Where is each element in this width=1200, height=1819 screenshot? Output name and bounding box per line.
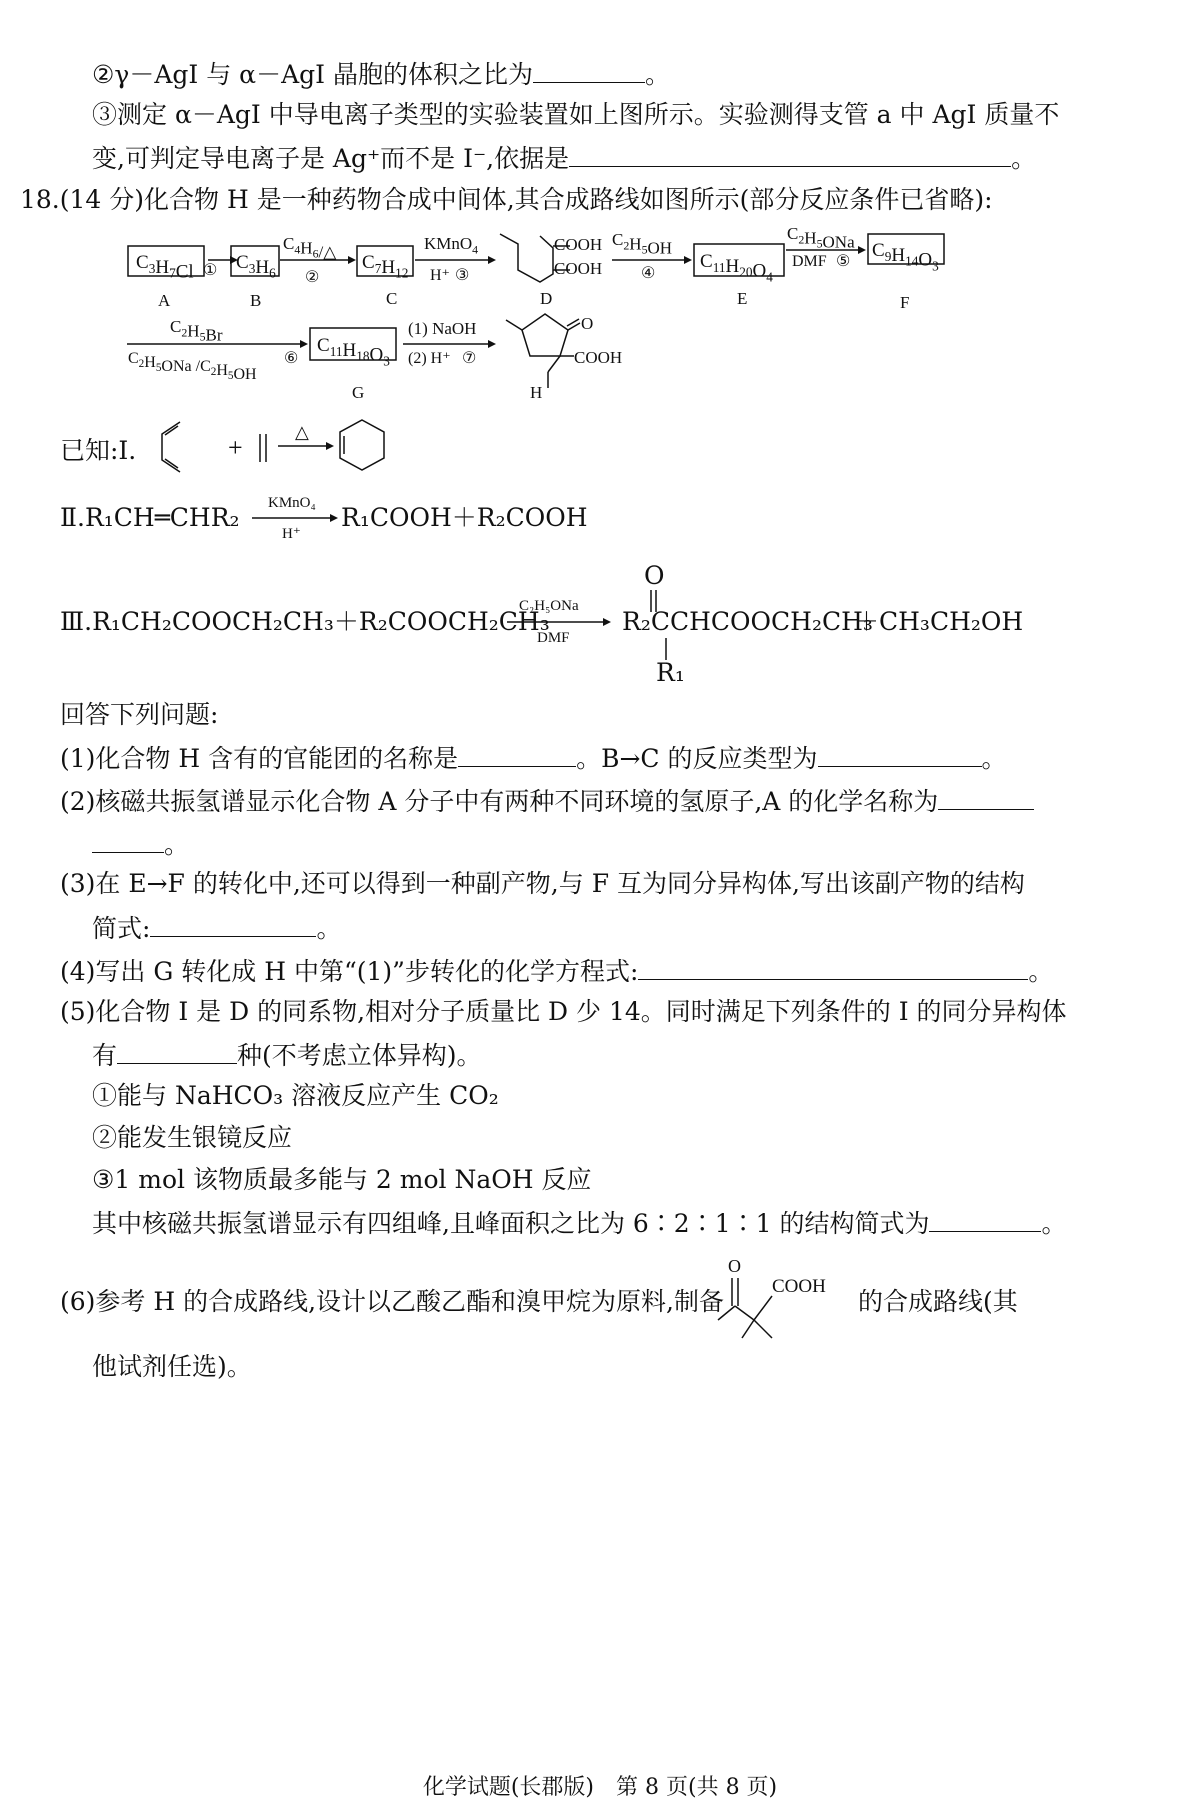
known-3: Ⅲ.R₁CH₂COOCH₂CH₃＋R₂COOCH₂CH₃: [60, 607, 550, 636]
known-2-products: R₁COOH＋R₂COOH: [341, 503, 588, 532]
known-3-r1: R₁: [656, 658, 685, 687]
reagent-6a: $C_2H_5Br$: [170, 317, 223, 345]
part-5: (5)化合物 I 是 D 的同系物,相对分子质量比 D 少 14。同时满足下列条件的 I 的同分异构体: [60, 997, 1067, 1026]
known-1-diels-alder: [150, 412, 550, 492]
synthesis-scheme: [0, 222, 1200, 422]
svg-text:COOH: COOH: [554, 235, 603, 254]
svg-text:C₂H₅ONa: C₂H₅ONa: [519, 598, 579, 614]
svg-text:DMF: DMF: [537, 630, 570, 646]
answer-blank[interactable]: [150, 910, 316, 937]
part-4: (4)写出 G 转化成 H 中第“(1)”步转化的化学方程式: 。: [60, 953, 1053, 989]
formula-A: $C_3H_7Cl$: [136, 252, 194, 283]
part-6-cont: 他试剂任选)。: [92, 1352, 252, 1381]
reagent-4: $C_2H_5OH$: [612, 230, 673, 258]
q17-part2: ②γ－AgI 与 α－AgI 晶胞的体积之比为 。: [92, 56, 670, 92]
formula-C: $C_7H_{12}$: [362, 252, 409, 281]
reagent-7b: (2) H⁺: [408, 350, 451, 367]
known-2: Ⅱ.R₁CH═CHR₂: [60, 503, 240, 532]
step-2: ②: [305, 269, 320, 286]
condition-2: ②能发生银镜反应: [92, 1123, 293, 1152]
structure-D: [500, 234, 553, 282]
known-3-product: R₂CCHCOOCH₂CH₃: [622, 607, 873, 636]
answer-blank[interactable]: [569, 140, 1011, 167]
answer-blank[interactable]: [533, 56, 645, 83]
part-6-b: 的合成路线(其: [858, 1287, 1018, 1316]
q17-part3-line1: ③测定 α－AgI 中导电离子类型的实验装置如上图所示。实验测得支管 a 中 AgI 质量不: [92, 100, 1060, 129]
answer-blank[interactable]: [938, 783, 1034, 810]
condition-1: ①能与 NaHCO₃ 溶液反应产生 CO₂: [92, 1081, 499, 1110]
reagent-5b: DMF: [792, 253, 827, 270]
step-6: ⑥: [284, 350, 299, 367]
known-3-side-product: ＋CH₃CH₂OH: [854, 607, 1024, 636]
label-E: E: [737, 289, 748, 308]
part-2: (2)核磁共振氢谱显示化合物 A 分子中有两种不同环境的氢原子,A 的化学名称为: [60, 783, 1034, 819]
step-4: ④: [641, 265, 656, 282]
reagent-3b: H⁺: [430, 267, 450, 284]
label-A: A: [158, 291, 171, 310]
part-2-cont: 。: [92, 826, 189, 862]
formula-E: $C_{11}H_{20}O_4$: [700, 251, 773, 285]
answer-blank[interactable]: [92, 826, 164, 853]
part-3-cont: 简式: 。: [92, 910, 341, 946]
page-footer: 化学试题(长郡版) 第 8 页(共 8 页): [422, 1775, 778, 1800]
q18-heading: 18.(14 分)化合物 H 是一种药物合成中间体,其合成路线如图所示(部分反应条件已省略):: [20, 185, 993, 214]
svg-text:△: △: [295, 422, 309, 442]
label-C: C: [386, 289, 398, 308]
known-3-o: O: [644, 561, 665, 590]
formula-B: $C_3H_6$: [236, 252, 276, 281]
known-1-label: 已知:Ⅰ.: [60, 436, 137, 465]
known-2-arrow: [250, 492, 340, 542]
target-structure: [712, 1248, 852, 1358]
svg-text:COOH: COOH: [574, 348, 623, 367]
step-5: ⑤: [836, 253, 851, 270]
part-6: (6)参考 H 的合成路线,设计以乙酸乙酯和溴甲烷为原料,制备: [60, 1287, 725, 1316]
label-H: H: [530, 383, 543, 402]
label-D: D: [540, 289, 553, 308]
reagent-6b: $C_2H_5ONa$ $/C_2H_5OH$: [128, 350, 257, 383]
svg-text:COOH: COOH: [554, 259, 603, 278]
step-7: ⑦: [462, 350, 477, 367]
condition-4: 其中核磁共振氢谱显示有四组峰,且峰面积之比为 6∶2∶1∶1 的结构简式为 。: [92, 1205, 1066, 1241]
svg-text:COOH: COOH: [772, 1276, 826, 1297]
step-3: ③: [455, 267, 470, 284]
svg-text:O: O: [581, 314, 594, 333]
formula-G: $C_{11}H_{18}O_3$: [317, 335, 390, 369]
formula-F: $C_9H_{14}O_3$: [872, 240, 939, 274]
reagent-5a: $C_2H_5ONa$: [787, 224, 855, 252]
part-3: (3)在 E→F 的转化中,还可以得到一种副产物,与 F 互为同分异构体,写出该副产物的结构: [60, 869, 1025, 898]
svg-text:+: +: [228, 433, 243, 462]
label-B: B: [250, 291, 262, 310]
answer-blank[interactable]: [117, 1037, 237, 1064]
answer-blank[interactable]: [458, 740, 576, 767]
answer-blank[interactable]: [638, 953, 1028, 980]
known-3-arrow: [505, 594, 615, 650]
reagent-2: $C_4H_6/\triangle$: [283, 234, 337, 262]
part-1: (1)化合物 H 含有的官能团的名称是 。B→C 的反应类型为 。: [60, 740, 1007, 776]
step-1: ①: [203, 262, 218, 279]
condition-3: ③1 mol 该物质最多能与 2 mol NaOH 反应: [92, 1165, 592, 1194]
reagent-3a: KMnO$_4$: [424, 234, 479, 257]
q17-part3-line2: 变,可判定导电离子是 Ag⁺而不是 I⁻,依据是 。: [92, 140, 1036, 176]
answer-heading: 回答下列问题:: [60, 700, 219, 729]
answer-blank[interactable]: [929, 1205, 1041, 1232]
reagent-7a: (1) NaOH: [408, 319, 477, 338]
answer-blank[interactable]: [818, 740, 982, 767]
part-5-cont: 有 种(不考虑立体异构)。: [92, 1037, 482, 1073]
svg-text:KMnO₄: KMnO₄: [268, 495, 316, 511]
svg-text:H⁺: H⁺: [282, 526, 301, 542]
label-G: G: [352, 383, 365, 402]
label-F: F: [900, 293, 910, 312]
svg-text:O: O: [728, 1256, 741, 1276]
structure-H: [506, 314, 622, 388]
